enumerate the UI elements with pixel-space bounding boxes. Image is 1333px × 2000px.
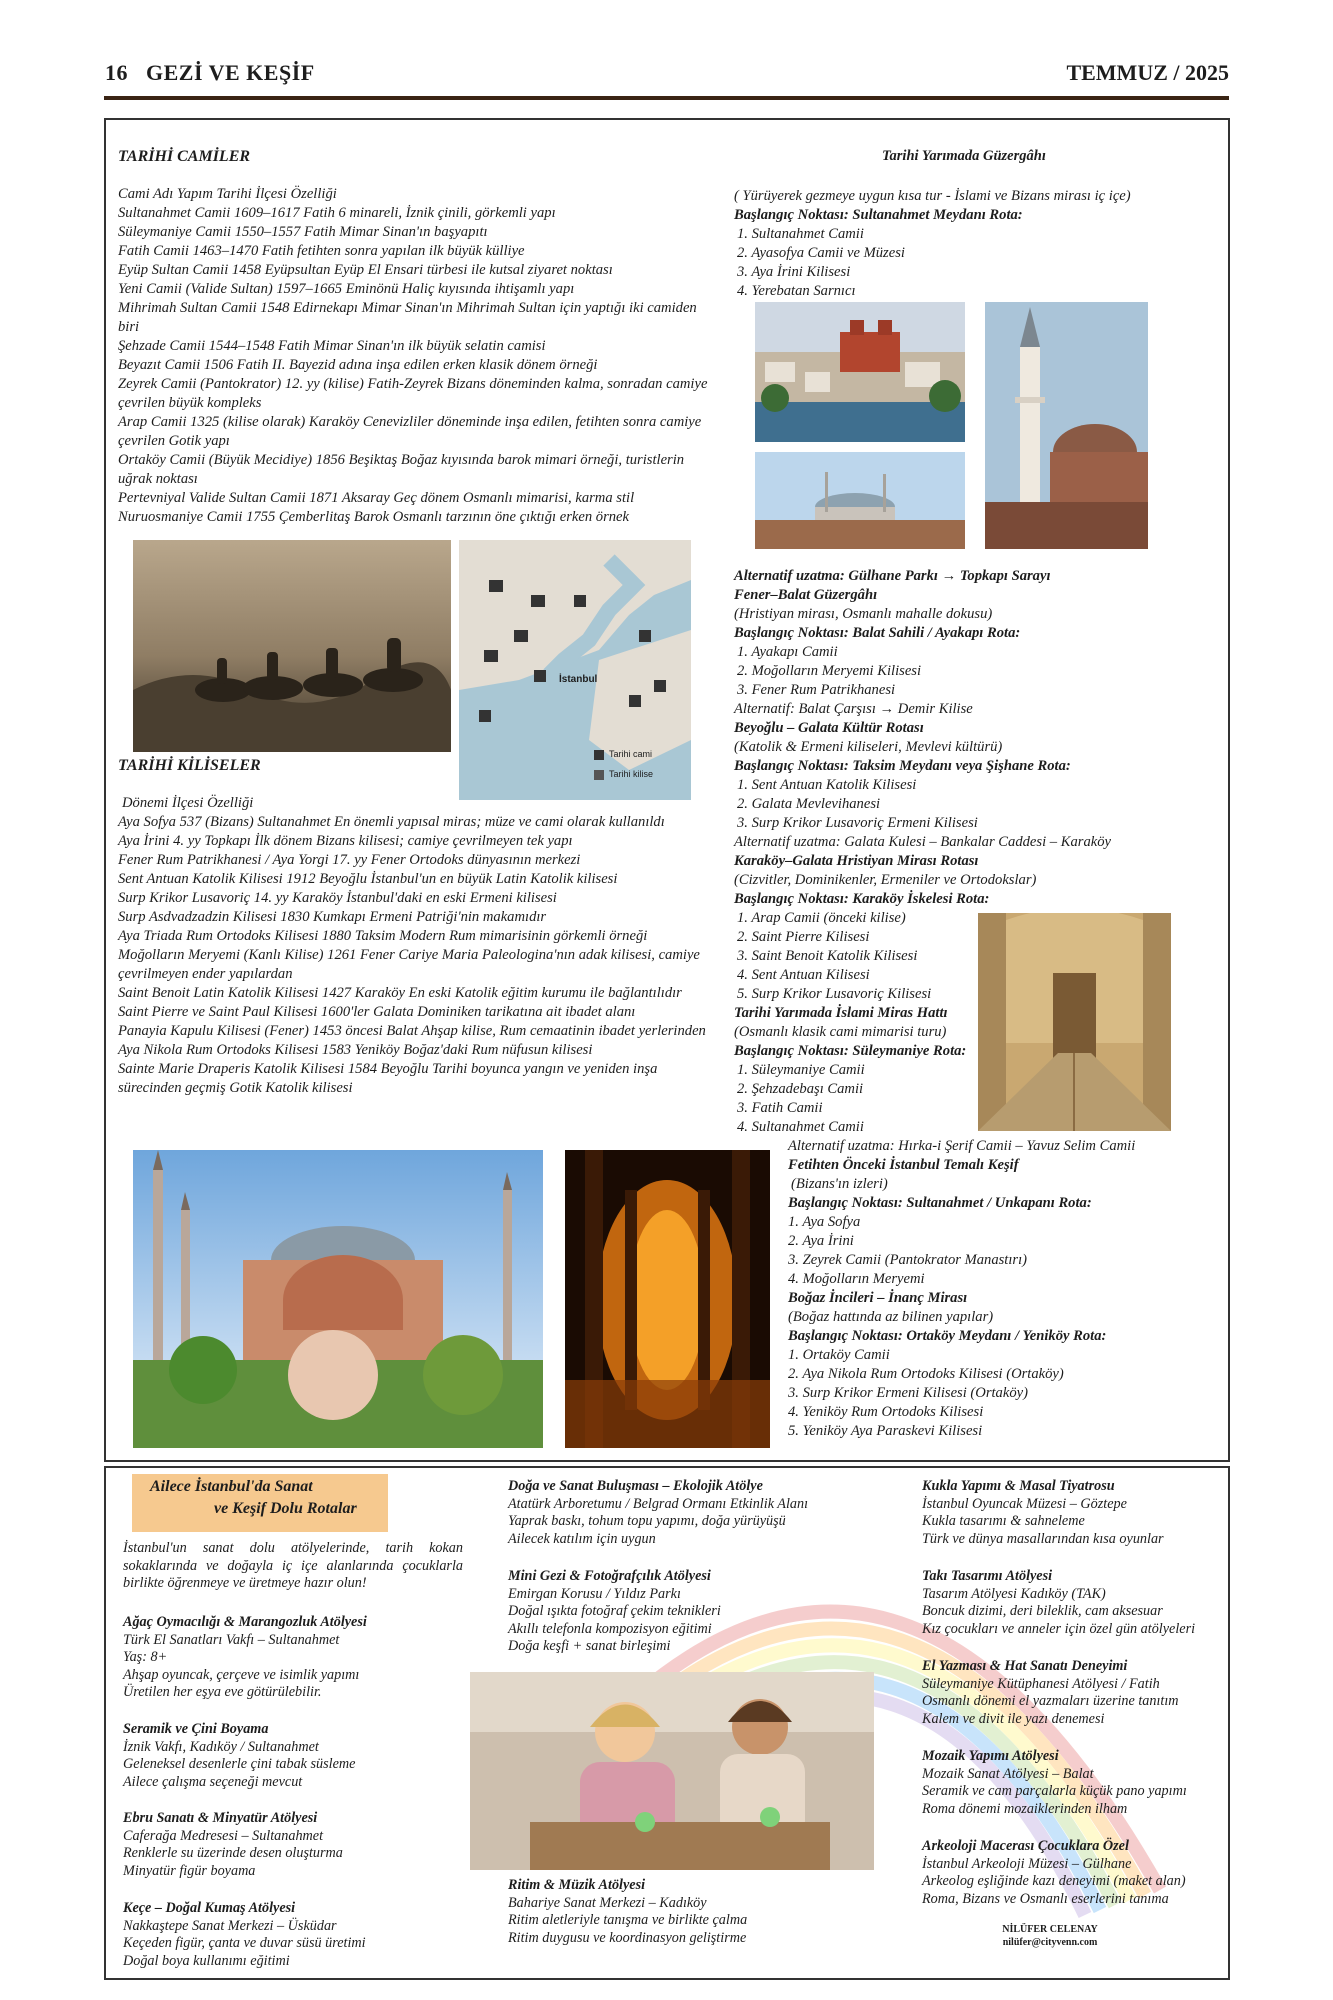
workshop-line: Tasarım Atölyesi Kadıköy (TAK)	[922, 1585, 1106, 1602]
route-line: Başlangıç Noktası: Sultanahmet Meydanı Rota:	[734, 207, 1023, 223]
mosques-column-row: Cami Adı Yapım Tarihi İlçesi Özelliği	[118, 186, 337, 202]
route-line: 1. Ortaköy Camii	[788, 1347, 890, 1363]
route-line: 1. Aya Sofya	[788, 1214, 861, 1230]
workshop-line: Roma, Bizans ve Osmanlı eserlerini tanıma	[922, 1890, 1169, 1907]
church-row: Sainte Marie Draperis Katolik Kilisesi 1584 Beyoğlu Tarihi boyunca yangın ve yeniden inşa sürecinden geçmiş Gotik Katolik kilisesi	[118, 1061, 658, 1096]
church-row: Panayia Kapulu Kilisesi (Fener) 1453 öncesi Balat Ahşap kilise, Rum cemaatinin ibadet yerlerinden	[118, 1023, 706, 1039]
workshop-line: Caferağa Medresesi – Sultanahmet	[123, 1827, 324, 1844]
route-line: 1. Arap Camii (önceki kilise)	[737, 910, 906, 926]
workshop-line: Boncuk dizimi, deri bileklik, cam aksesuar	[922, 1603, 1163, 1619]
workshop-line: Doğa keşfi + sanat birleşimi	[508, 1638, 671, 1654]
route-list-a	[734, 187, 1131, 301]
workshop-line: Ritim duygusu ve koordinasyon geliştirme	[508, 1929, 747, 1946]
horse-riders-photo	[133, 540, 451, 752]
church-row: Surp Asdvadzadzin Kilisesi 1830 Kumkapı Ermeni Patriği'nin makamıdır	[118, 909, 547, 925]
church-interior-photo	[978, 913, 1171, 1131]
workshop-line: Osmanlı dönemi el yazmaları üzerine tanıtım	[922, 1693, 1179, 1709]
workshop-line: Kız çocukları ve anneler için özel gün atölyeleri	[922, 1620, 1196, 1637]
map-legend-mosque: Tarihi cami	[609, 749, 653, 759]
route-line: Başlangıç Noktası: Taksim Meydanı veya Şişhane Rota:	[734, 758, 1071, 774]
map-city-label: İstanbul	[559, 674, 598, 685]
route-line: Başlangıç Noktası: Karaköy İskelesi Rota:	[734, 891, 990, 907]
route-line: 2. Ayasofya Camii ve Müzesi	[737, 245, 905, 261]
mosque-row: Yeni Camii (Valide Sultan) 1597–1665 Eminönü Haliç kıyısında ihtişamlı yapı	[118, 281, 575, 297]
mosques-list	[118, 185, 718, 527]
church-row: Surp Krikor Lusavoriç 14. yy Karaköy İstanbul'daki en eski Ermeni kilisesi	[118, 890, 557, 906]
route-line: Alternatif: Balat Çarşısı → Demir Kilise	[734, 701, 973, 717]
route-line: (Bizans'ın izleri)	[791, 1176, 888, 1192]
workshop-line: Renklerle su üzerinde desen oluşturma	[123, 1845, 343, 1861]
workshop-line: Yaprak baskı, tohum topu yapımı, doğa yürüyüşü	[508, 1513, 786, 1529]
workshop-block	[123, 1810, 343, 1880]
church-row: Aya İrini 4. yy Topkapı İlk dönem Bizans kilisesi; camiye çevrilmeyen tek yapı	[118, 833, 573, 849]
route-line: 2. Şehzadebaşı Camii	[737, 1081, 864, 1097]
route-line: 1. Sultanahmet Camii	[737, 226, 864, 242]
mosque-row: Pertevniyal Valide Sultan Camii 1871 Aksaray Geç dönem Osmanlı mimarisi, karma stil	[118, 490, 635, 506]
route-line: Başlangıç Noktası: Balat Sahili / Ayakapı Rota:	[734, 625, 1021, 641]
route-line: 2. Aya İrini	[788, 1233, 854, 1249]
workshop-line: Ahşap oyuncak, çerçeve ve isimlik yapımı	[123, 1666, 360, 1683]
route-line: 5. Yeniköy Aya Paraskevi Kilisesi	[788, 1423, 983, 1439]
route-line: 2. Aya Nikola Rum Ortodoks Kilisesi (Ortaköy)	[788, 1366, 1064, 1382]
route-line: 3. Fener Rum Patrikhanesi	[737, 682, 896, 698]
author-name: NİLÜFER CELENAY	[1002, 1924, 1098, 1935]
workshop-block	[922, 1478, 1164, 1548]
workshop-block	[508, 1478, 808, 1548]
mosque-row: Nuruosmaniye Camii 1755 Çemberlitaş Barok Osmanlı tarzının öne çıktığı erken örnek	[118, 509, 629, 525]
workshop-title: Ağaç Oymacılığı & Marangozluk Atölyesi	[123, 1614, 367, 1630]
route-line: 4. Sultanahmet Camii	[737, 1119, 864, 1135]
route-line: 1. Ayakapı Camii	[737, 644, 838, 660]
page-header-left	[105, 60, 315, 86]
family-intro: İstanbul'un sanat dolu atölyelerinde, tarih kokan sokaklarında ve doğayla iç içe alanlarında çocuklarla birlikte öğrenmeye ve üretmeye hazır olun!	[123, 1540, 463, 1591]
route-line: 1. Sent Antuan Katolik Kilisesi	[737, 777, 917, 793]
istanbul-map	[459, 540, 691, 800]
header-rule	[104, 96, 1229, 100]
route-list-c	[788, 1137, 1135, 1441]
map-legend-church: Tarihi kilise	[609, 769, 654, 779]
workshop-line: Ailecek katılım için uygun	[508, 1530, 656, 1547]
church-row: Saint Benoit Latin Katolik Kilisesi 1427 Karaköy En eski Katolik eğitim kurumu ile bağlantılıdır	[118, 985, 682, 1001]
workshop-line: Ritim aletleriyle tanışma ve birlikte çalma	[508, 1912, 748, 1928]
hagia-sophia-photo	[133, 1150, 543, 1448]
workshop-line: Geleneksel desenlerle çini tabak süsleme	[123, 1756, 356, 1772]
workshop-line: Türk ve dünya masallarından kısa oyunlar	[922, 1530, 1164, 1547]
workshop-line: Üretilen her eşya eve götürülebilir.	[123, 1684, 322, 1700]
route-line: Alternatif uzatma: Galata Kulesi – Bankalar Caddesi – Karaköy	[734, 834, 1111, 850]
route-line: ( Yürüyerek gezmeye uygun kısa tur - İslami ve Bizans mirası iç içe)	[734, 188, 1131, 204]
family-title-line2: ve Keşif Dolu Rotalar	[214, 1500, 357, 1517]
route-line: 2. Moğolların Meryemi Kilisesi	[737, 663, 922, 679]
workshop-title: Doğa ve Sanat Buluşması – Ekolojik Atölye	[508, 1478, 763, 1494]
route-line: 1. Süleymaniye Camii	[737, 1062, 865, 1078]
route-line: 3. Zeyrek Camii (Pantokrator Manastırı)	[788, 1252, 1028, 1268]
routes-heading: Tarihi Yarımada Güzergâhı	[882, 148, 1046, 164]
route-line: (Boğaz hattında az bilinen yapılar)	[788, 1309, 994, 1325]
workshop-title: Mini Gezi & Fotoğrafçılık Atölyesi	[508, 1568, 711, 1584]
route-line: Başlangıç Noktası: Süleymaniye Rota:	[734, 1043, 967, 1059]
route-line: 4. Yerebatan Sarnıcı	[737, 283, 856, 299]
church-row: Aya Triada Rum Ortodoks Kilisesi 1880 Taksim Modern Rum mimarisinin görkemli örneği	[118, 928, 648, 944]
workshop-line: Kalem ve divit ile yazı denemesi	[922, 1710, 1105, 1727]
church-row: Aya Nikola Rum Ortodoks Kilisesi 1583 Yeniköy Boğaz'daki Rum nüfusun kilisesi	[118, 1042, 593, 1058]
workshop-line: İznik Vakfı, Kadıköy / Sultanahmet	[123, 1738, 319, 1755]
workshop-line: Bahariye Sanat Merkezi – Kadıköy	[508, 1894, 707, 1911]
mosque-row: Fatih Camii 1463–1470 Fatih fetihten sonra yapılan ilk büyük külliye	[118, 243, 525, 259]
workshop-line: Doğal ışıkta fotoğraf çekim teknikleri	[508, 1603, 721, 1619]
route-line: 3. Saint Benoit Katolik Kilisesi	[737, 948, 918, 964]
workshop-line: Kukla tasarımı & sahneleme	[922, 1513, 1085, 1529]
basilica-cistern-photo	[565, 1150, 770, 1448]
mosque-row: Mihrimah Sultan Camii 1548 Edirnekapı Mimar Sinan'ın Mihrimah Sultan için yaptığı iki camiden biri	[118, 300, 697, 335]
page-number: 16	[105, 60, 128, 85]
workshop-title: Kukla Yapımı & Masal Tiyatrosu	[922, 1478, 1115, 1494]
route-line: 3. Fatih Camii	[737, 1100, 823, 1116]
workshop-title: Seramik ve Çini Boyama	[123, 1721, 269, 1737]
route-line: 4. Sent Antuan Kilisesi	[737, 967, 870, 983]
workshop-block	[123, 1900, 366, 1970]
workshop-line: Arkeolog eşliğinde kazı deneyimi (maket alan)	[922, 1873, 1186, 1889]
workshop-line: Türk El Sanatları Vakfı – Sultanahmet	[123, 1631, 340, 1648]
istanbul-skyline-photo	[755, 302, 965, 442]
section-title: GEZİ VE KEŞİF	[146, 60, 315, 85]
route-line: 4. Moğolların Meryemi	[788, 1271, 925, 1287]
route-line: 3. Surp Krikor Ermeni Kilisesi (Ortaköy)	[788, 1385, 1028, 1401]
route-line: Tarihi Yarımada İslami Miras Hattı	[734, 1005, 948, 1021]
mosque-row: Sultanahmet Camii 1609–1617 Fatih 6 minareli, İznik çinili, görkemli yapı	[118, 205, 556, 221]
mosque-row: Süleymaniye Camii 1550–1557 Fatih Mimar Sinan'ın başyapıtı	[118, 224, 488, 240]
workshop-line: Süleymaniye Kütüphanesi Atölyesi / Fatih	[922, 1675, 1160, 1692]
workshop-line: İstanbul Oyuncak Müzesi – Göztepe	[922, 1495, 1127, 1512]
route-line: (Cizvitler, Dominikenler, Ermeniler ve Ortodokslar)	[734, 872, 1037, 888]
mosque-row: Eyüp Sultan Camii 1458 Eyüpsultan Eyüp El Ensari türbesi ile kutsal ziyaret noktası	[118, 262, 613, 278]
church-row: Aya Sofya 537 (Bizans) Sultanahmet En önemli yapısal miras; müze ve cami olarak kullanıldı	[118, 814, 665, 830]
workshop-line: Doğal boya kullanımı eğitimi	[123, 1952, 290, 1969]
mosques-heading: TARİHİ CAMİLER	[118, 148, 251, 165]
workshop-block	[922, 1748, 1187, 1818]
workshop-line: Yaş: 8+	[123, 1649, 168, 1665]
workshop-title: Mozaik Yapımı Atölyesi	[922, 1748, 1059, 1764]
workshop-block	[123, 1721, 355, 1791]
workshop-line: Akıllı telefonla kompozisyon eğitimi	[508, 1620, 712, 1637]
workshop-title: Arkeoloji Macerası Çocuklara Özel	[922, 1838, 1129, 1854]
minaret-photo	[985, 302, 1148, 549]
route-line: 3. Surp Krikor Lusavoriç Ermeni Kilisesi	[737, 815, 978, 831]
route-line: Boğaz İncileri – İnanç Mirası	[788, 1290, 968, 1306]
workshop-title: Ebru Sanatı & Minyatür Atölyesi	[123, 1810, 318, 1826]
mosque-row: Beyazıt Camii 1506 Fatih II. Bayezid adına inşa edilen erken klasik dönem örneği	[118, 357, 598, 373]
route-line: (Osmanlı klasik cami mimarisi turu)	[734, 1024, 947, 1040]
route-line: Başlangıç Noktası: Sultanahmet / Unkapanı Rota:	[788, 1195, 1092, 1211]
family-title-line1: Ailece İstanbul'da Sanat	[150, 1478, 313, 1495]
route-line: Başlangıç Noktası: Ortaköy Meydanı / Yeniköy Rota:	[788, 1328, 1107, 1344]
workshop-line: Atatürk Arboretumu / Belgrad Ormanı Etkinlik Alanı	[508, 1495, 809, 1512]
church-row: Moğolların Meryemi (Kanlı Kilise) 1261 Fener Cariye Maria Paleologina'nın adak kilisesi, camiye çevrilmeyen ender yapılardan	[118, 947, 700, 982]
church-row: Fener Rum Patrikhanesi / Aya Yorgi 17. yy Fener Ortodoks dünyasının merkezi	[118, 852, 581, 868]
kids-workshop-photo	[470, 1672, 874, 1870]
mosque-row: Ortaköy Camii (Büyük Mecidiye) 1856 Beşiktaş Boğaz kıyısında barok mimari örneği, turistlerin uğrak noktası	[118, 452, 685, 487]
workshop-block	[508, 1568, 721, 1656]
workshop-line: Roma dönemi mozaiklerinden ilham	[922, 1800, 1128, 1817]
author-email[interactable]: nilüfer@cityvenn.com	[1002, 1937, 1098, 1948]
workshop-line: Nakkaştepe Sanat Merkezi – Üsküdar	[123, 1917, 337, 1934]
churches-list	[118, 794, 718, 1098]
workshop-block	[123, 1614, 367, 1702]
workshop-title: Keçe – Doğal Kumaş Atölyesi	[123, 1900, 296, 1916]
church-row: Sent Antuan Katolik Kilisesi 1912 Beyoğlu İstanbul'un en büyük Latin Katolik kilisesi	[118, 871, 618, 887]
workshop-line: Seramik ve cam parçalarla küçük pano yapımı	[922, 1783, 1187, 1799]
churches-heading: TARİHİ KİLİSELER	[118, 757, 261, 774]
workshop-line: Keçeden figür, çanta ve duvar süsü üretimi	[123, 1935, 366, 1951]
route-line: Fener–Balat Güzergâhı	[734, 587, 878, 603]
workshop-line: Emirgan Korusu / Yıldız Parkı	[508, 1585, 681, 1602]
route-line: Alternatif uzatma: Hırka-i Şerif Camii – Yavuz Selim Camii	[788, 1138, 1136, 1154]
workshop-line: Minyatür figür boyama	[123, 1862, 256, 1879]
church-row: Saint Pierre ve Saint Paul Kilisesi 1600'ler Galata Dominiken tarikatına ait ibadet alanı	[118, 1004, 636, 1020]
route-line: (Katolik & Ermeni kiliseleri, Mevlevi kültürü)	[734, 739, 1003, 755]
route-line: 2. Saint Pierre Kilisesi	[737, 929, 870, 945]
route-line: (Hristiyan mirası, Osmanlı mahalle dokusu)	[734, 606, 993, 622]
workshop-title: Takı Tasarımı Atölyesi	[922, 1568, 1053, 1584]
workshop-line: Mozaik Sanat Atölyesi – Balat	[922, 1765, 1094, 1782]
workshop-block	[508, 1877, 747, 1947]
mosque-row: Zeyrek Camii (Pantokrator) 12. yy (kilise) Fatih-Zeyrek Bizans döneminden kalma, sonradan camiye çevrilen büyük kompleks	[118, 376, 708, 411]
route-line: Alternatif uzatma: Gülhane Parkı → Topkapı Sarayı	[734, 568, 1051, 584]
workshop-block	[922, 1838, 1186, 1908]
workshop-block	[922, 1568, 1195, 1638]
mosque-row: Arap Camii 1325 (kilise olarak) Karaköy Cenevizliler döneminde inşa edilen, fetihten sonra camiye çevrilen Gotik yapı	[118, 414, 702, 449]
route-line: Beyoğlu – Galata Kültür Rotası	[734, 720, 924, 736]
route-line: 3. Aya İrini Kilisesi	[737, 264, 851, 280]
route-line: 4. Yeniköy Rum Ortodoks Kilisesi	[788, 1404, 984, 1420]
workshop-title: El Yazması & Hat Sanatı Deneyimi	[922, 1658, 1128, 1674]
mosque-row: Şehzade Camii 1544–1548 Fatih Mimar Sinan'ın ilk büyük selatin camisi	[118, 338, 546, 354]
mosque-panorama-photo	[755, 452, 965, 549]
route-line: Karaköy–Galata Hristiyan Mirası Rotası	[734, 853, 979, 869]
workshop-block	[922, 1658, 1179, 1728]
workshop-line: İstanbul Arkeoloji Müzesi – Gülhane	[922, 1855, 1132, 1872]
churches-column-row: Dönemi İlçesi Özelliği	[122, 795, 254, 811]
route-line: 5. Surp Krikor Lusavoriç Kilisesi	[737, 986, 932, 1002]
route-line: 2. Galata Mevlevihanesi	[737, 796, 881, 812]
issue-date: TEMMUZ / 2025	[1066, 60, 1229, 85]
workshop-title: Ritim & Müzik Atölyesi	[508, 1877, 646, 1893]
workshop-line: Ailece çalışma seçeneği mevcut	[123, 1773, 303, 1790]
route-line: Fetihten Önceki İstanbul Temalı Keşif	[788, 1157, 1019, 1173]
